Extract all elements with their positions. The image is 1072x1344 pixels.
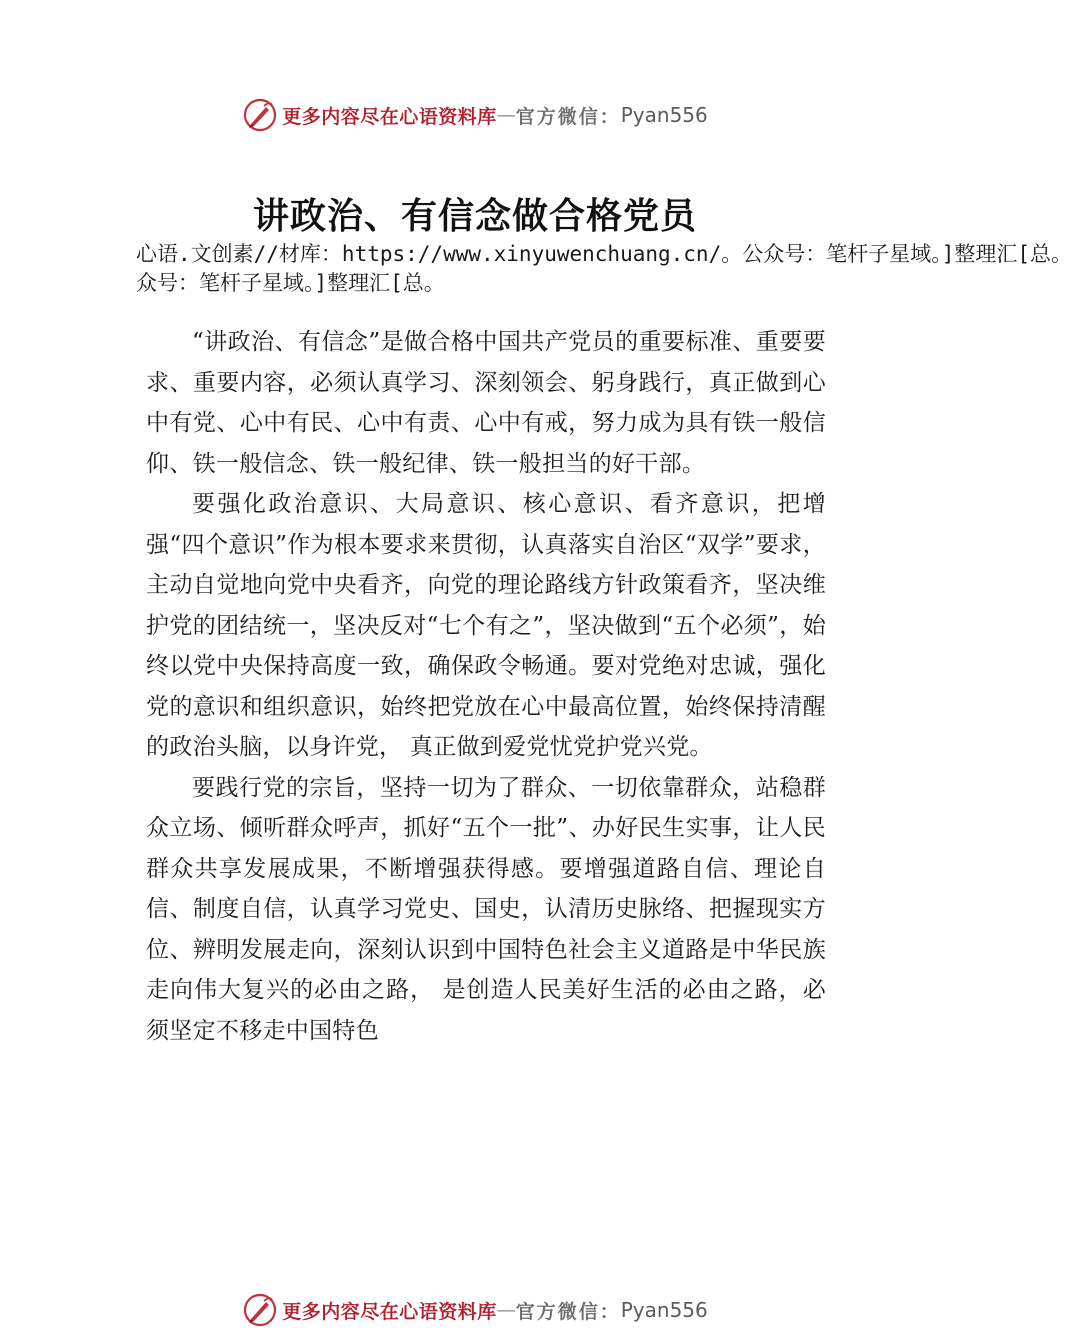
paragraph: 要强化政治意识、大局意识、核心意识、看齐意识，把增强“四个意识”作为根本要求来贯彻，认真落实自治区“双学”要求，主动自觉地向党中央看齐，向党的理论路线方针政策看齐，坚决维护党的团结统一，坚决反对“七个有之”，坚决做到“五个必须”，始终以党中央保持高度一致，确保政令畅通。要对党绝对忠诚，强化党的意识和组织意识，始终把党放在心中最高位置，始终保持清醒的政治头脑，以身许党， 真正做到爱党忧党护党兴党。: [146, 491, 826, 760]
header-banner: [0, 95, 950, 135]
source-line-1: 心语.文创素//材库：https://www.xinyuwenchuang.cn/。公众号：笔杆子星域。]整理汇[总。: [136, 242, 1072, 266]
paragraph: 要践行党的宗旨，坚持一切为了群众、一切依靠群众，站稳群众立场、倾听群众呼声，抓好“五个一批”、办好民生实事，让人民群众共享发展成果，不断增强获得感。要增强道路自信、理论自信、制度自信，认真学习党史、国史，认清历史脉络、把握现实方位、辨明发展走向，深刻认识到中国特色社会主义道路是中华民族走向伟大复兴的必由之路， 是创造人民美好生活的必由之路，必须坚定不移走中国特色: [146, 774, 826, 1044]
banner-tagline: 更多内容尽在心语资料库: [282, 1300, 497, 1323]
banner-dash: —: [496, 1299, 516, 1321]
footer-banner: [0, 1290, 950, 1330]
banner-wechat-id: Pyan556: [620, 103, 708, 127]
banner-wechat-label: 官方微信：: [515, 1300, 621, 1323]
pen-logo-icon: [242, 1292, 278, 1328]
source-note: [136, 240, 1072, 298]
banner-wechat-label: 官方微信：: [515, 105, 621, 128]
page-title: 讲政治、有信念做合格党员: [252, 195, 697, 237]
banner-tagline: 更多内容尽在心语资料库: [282, 105, 497, 128]
source-line-2: 众号：笔杆子星域。]整理汇[总。: [136, 271, 445, 295]
article-body: [146, 322, 826, 1051]
pen-logo-icon: [242, 97, 278, 133]
paragraph: “讲政治、有信念”是做合格中国共产党员的重要标准、重要要求、重要内容，必须认真学习、深刻领会、躬身践行，真正做到心中有党、心中有民、心中有责、心中有戒，努力成为具有铁一般信仰、铁一般信念、铁一般纪律、铁一般担当的好干部。: [146, 329, 826, 477]
banner-dash: —: [496, 104, 516, 126]
banner-wechat-id: Pyan556: [620, 1298, 708, 1322]
